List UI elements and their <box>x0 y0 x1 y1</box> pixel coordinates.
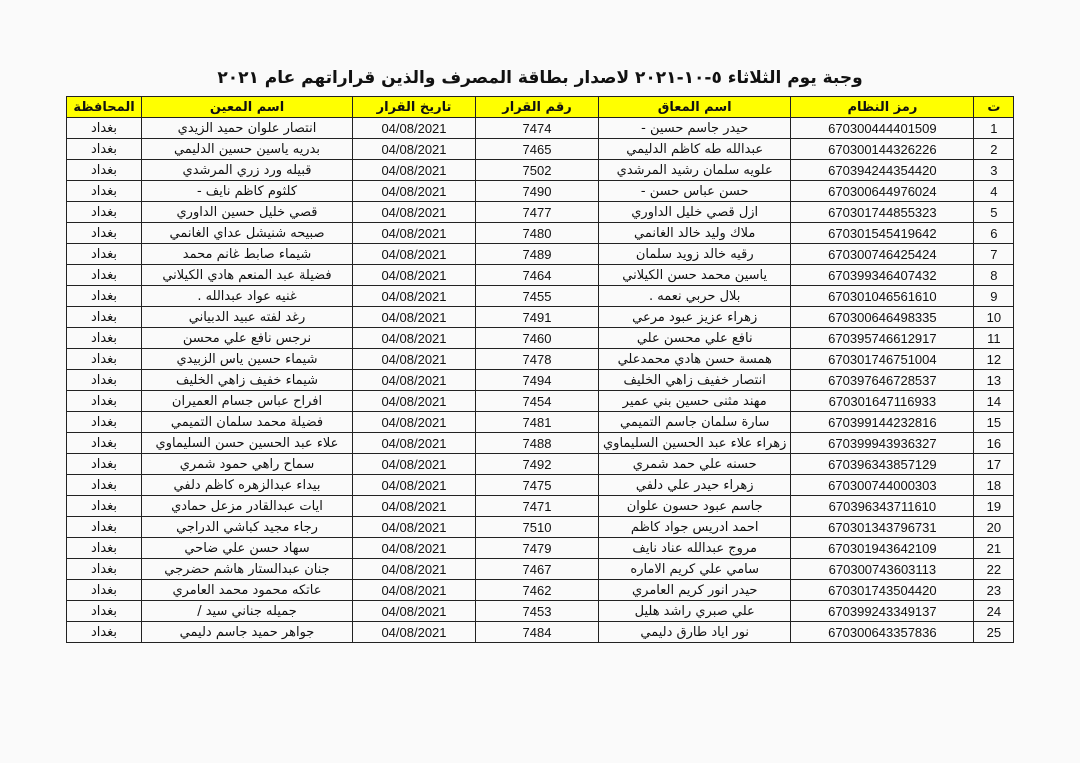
cell-decision-date: 04/08/2021 <box>353 181 476 202</box>
table-row <box>67 475 1014 496</box>
cell-caregiver-name: ايات عبدالقادر مزعل حمادي <box>142 496 353 517</box>
cell-system-code: 670396343857129 <box>791 454 974 475</box>
cell-system-code: 670300743603113 <box>791 559 974 580</box>
cell-seq: 3 <box>974 160 1014 181</box>
cell-caregiver-name: شيماء خفيف زاهي الخليف <box>142 370 353 391</box>
cell-seq: 10 <box>974 307 1014 328</box>
cell-system-code: 670300744000303 <box>791 475 974 496</box>
cell-decision-date: 04/08/2021 <box>353 580 476 601</box>
cell-governorate: بغداد <box>67 496 142 517</box>
header-seq: ت <box>974 97 1014 118</box>
cell-governorate: بغداد <box>67 202 142 223</box>
cell-seq: 14 <box>974 391 1014 412</box>
cell-caregiver-name: جنان عبدالستار هاشم حضرجي <box>142 559 353 580</box>
table-body <box>67 118 1014 643</box>
cell-disabled-name: مهند مثنى حسين بني عمير <box>599 391 791 412</box>
cell-system-code: 670301943642109 <box>791 538 974 559</box>
table-row <box>67 286 1014 307</box>
cell-decision-no: 7453 <box>476 601 599 622</box>
cell-caregiver-name: سهاد حسن علي ضاحي <box>142 538 353 559</box>
cell-decision-date: 04/08/2021 <box>353 391 476 412</box>
cell-seq: 5 <box>974 202 1014 223</box>
table-row <box>67 538 1014 559</box>
table-row <box>67 223 1014 244</box>
cell-system-code: 670301343796731 <box>791 517 974 538</box>
table-row <box>67 622 1014 643</box>
cell-decision-no: 7477 <box>476 202 599 223</box>
cell-caregiver-name: رغد لفته عبيد الدبياني <box>142 307 353 328</box>
cell-disabled-name: نور اياد طارق دليمي <box>599 622 791 643</box>
cell-seq: 7 <box>974 244 1014 265</box>
cell-decision-no: 7479 <box>476 538 599 559</box>
cell-caregiver-name: علاء عبد الحسين حسن السليماوي <box>142 433 353 454</box>
cell-system-code: 670399943936327 <box>791 433 974 454</box>
cell-disabled-name: همسة حسن هادي محمدعلي <box>599 349 791 370</box>
cell-decision-date: 04/08/2021 <box>353 454 476 475</box>
cell-seq: 15 <box>974 412 1014 433</box>
table-row <box>67 202 1014 223</box>
cell-decision-date: 04/08/2021 <box>353 160 476 181</box>
header-decision-no: رقم القرار <box>476 97 599 118</box>
cell-decision-no: 7467 <box>476 559 599 580</box>
cell-decision-no: 7481 <box>476 412 599 433</box>
cell-decision-date: 04/08/2021 <box>353 496 476 517</box>
cell-disabled-name: احمد ادريس جواد كاظم <box>599 517 791 538</box>
header-system-code: رمز النظام <box>791 97 974 118</box>
cell-governorate: بغداد <box>67 328 142 349</box>
cell-disabled-name: جاسم عبود حسون علوان <box>599 496 791 517</box>
cell-decision-date: 04/08/2021 <box>353 307 476 328</box>
cell-caregiver-name: سماح راهي حمود شمري <box>142 454 353 475</box>
header-caregiver-name: اسم المعين <box>142 97 353 118</box>
cell-system-code: 670300144326226 <box>791 139 974 160</box>
cell-system-code: 670300644976024 <box>791 181 974 202</box>
header-governorate: المحافظة <box>67 97 142 118</box>
cell-disabled-name: عبدالله طه كاظم الدليمي <box>599 139 791 160</box>
cell-governorate: بغداد <box>67 223 142 244</box>
cell-decision-date: 04/08/2021 <box>353 202 476 223</box>
cell-seq: 8 <box>974 265 1014 286</box>
cell-decision-date: 04/08/2021 <box>353 517 476 538</box>
table-row <box>67 139 1014 160</box>
cell-system-code: 670300746425424 <box>791 244 974 265</box>
cell-disabled-name: سامي علي كريم الاماره <box>599 559 791 580</box>
cell-decision-no: 7460 <box>476 328 599 349</box>
table-row <box>67 601 1014 622</box>
cell-disabled-name: مروج عبدالله عناد نايف <box>599 538 791 559</box>
cell-governorate: بغداد <box>67 118 142 139</box>
cell-system-code: 670394244354420 <box>791 160 974 181</box>
cell-decision-date: 04/08/2021 <box>353 328 476 349</box>
cell-decision-date: 04/08/2021 <box>353 601 476 622</box>
cell-caregiver-name: بيداء عبدالزهره كاظم دلفي <box>142 475 353 496</box>
table-row <box>67 391 1014 412</box>
cell-seq: 17 <box>974 454 1014 475</box>
cell-governorate: بغداد <box>67 559 142 580</box>
cell-disabled-name: انتصار خفيف زاهي الخليف <box>599 370 791 391</box>
table-row <box>67 433 1014 454</box>
cell-decision-date: 04/08/2021 <box>353 349 476 370</box>
cell-caregiver-name: افراح عباس جسام العميران <box>142 391 353 412</box>
cell-seq: 4 <box>974 181 1014 202</box>
cell-decision-date: 04/08/2021 <box>353 433 476 454</box>
cell-system-code: 670301746751004 <box>791 349 974 370</box>
cell-governorate: بغداد <box>67 538 142 559</box>
cell-caregiver-name: شيماء حسين ياس الزبيدي <box>142 349 353 370</box>
cell-caregiver-name: غنيه عواد عبدالله . <box>142 286 353 307</box>
header-disabled-name: اسم المعاق <box>599 97 791 118</box>
cell-decision-no: 7494 <box>476 370 599 391</box>
cell-caregiver-name: قصي خليل حسين الداوري <box>142 202 353 223</box>
table-row <box>67 580 1014 601</box>
cell-seq: 9 <box>974 286 1014 307</box>
table-row <box>67 559 1014 580</box>
cell-system-code: 670301744855323 <box>791 202 974 223</box>
table-row <box>67 454 1014 475</box>
table-row <box>67 160 1014 181</box>
cell-governorate: بغداد <box>67 286 142 307</box>
cell-decision-no: 7488 <box>476 433 599 454</box>
cell-caregiver-name: نرجس نافع علي محسن <box>142 328 353 349</box>
cell-decision-date: 04/08/2021 <box>353 475 476 496</box>
cell-disabled-name: حسن عباس حسن - <box>599 181 791 202</box>
cell-decision-date: 04/08/2021 <box>353 118 476 139</box>
table-row <box>67 265 1014 286</box>
cell-decision-no: 7478 <box>476 349 599 370</box>
cell-seq: 25 <box>974 622 1014 643</box>
page-title: وجبة يوم الثلاثاء ٥-١٠-٢٠٢١ لاصدار بطاقة المصرف والذين قراراتهم عام ٢٠٢١ <box>217 68 863 88</box>
cell-caregiver-name: انتصار علوان حميد الزيدي <box>142 118 353 139</box>
cell-governorate: بغداد <box>67 580 142 601</box>
cell-decision-no: 7454 <box>476 391 599 412</box>
cell-decision-no: 7492 <box>476 454 599 475</box>
cell-decision-no: 7484 <box>476 622 599 643</box>
cell-seq: 12 <box>974 349 1014 370</box>
cell-decision-date: 04/08/2021 <box>353 244 476 265</box>
cell-system-code: 670301545419642 <box>791 223 974 244</box>
cell-governorate: بغداد <box>67 517 142 538</box>
cell-decision-no: 7462 <box>476 580 599 601</box>
cell-system-code: 670399243349137 <box>791 601 974 622</box>
header-row <box>67 97 1014 118</box>
cell-disabled-name: حيدر انور كريم العامري <box>599 580 791 601</box>
cell-system-code: 670300444401509 <box>791 118 974 139</box>
cell-caregiver-name: فضيلة عبد المنعم هادي الكيلاني <box>142 265 353 286</box>
cell-governorate: بغداد <box>67 139 142 160</box>
table-row <box>67 244 1014 265</box>
cell-caregiver-name: جواهر حميد جاسم دليمي <box>142 622 353 643</box>
cell-seq: 6 <box>974 223 1014 244</box>
cell-system-code: 670300646498335 <box>791 307 974 328</box>
cell-system-code: 670301743504420 <box>791 580 974 601</box>
cell-decision-no: 7489 <box>476 244 599 265</box>
header-decision-date: تاريخ القرار <box>353 97 476 118</box>
cell-decision-date: 04/08/2021 <box>353 538 476 559</box>
cell-disabled-name: علويه سلمان رشيد المرشدي <box>599 160 791 181</box>
beneficiaries-table <box>66 96 1014 643</box>
cell-governorate: بغداد <box>67 244 142 265</box>
cell-disabled-name: حيدر جاسم حسين - <box>599 118 791 139</box>
cell-seq: 1 <box>974 118 1014 139</box>
cell-seq: 11 <box>974 328 1014 349</box>
cell-disabled-name: نافع علي محسن علي <box>599 328 791 349</box>
cell-seq: 20 <box>974 517 1014 538</box>
cell-disabled-name: ملاك وليد خالد الغانمي <box>599 223 791 244</box>
cell-seq: 22 <box>974 559 1014 580</box>
cell-decision-no: 7491 <box>476 307 599 328</box>
cell-system-code: 670396343711610 <box>791 496 974 517</box>
cell-governorate: بغداد <box>67 160 142 181</box>
cell-caregiver-name: كلثوم كاظم نايف - <box>142 181 353 202</box>
cell-system-code: 670395746612917 <box>791 328 974 349</box>
cell-decision-no: 7510 <box>476 517 599 538</box>
cell-caregiver-name: بدريه ياسين حسين الدليمي <box>142 139 353 160</box>
cell-system-code: 670399346407432 <box>791 265 974 286</box>
cell-decision-date: 04/08/2021 <box>353 265 476 286</box>
cell-disabled-name: ياسين محمد حسن الكيلاني <box>599 265 791 286</box>
table-row <box>67 370 1014 391</box>
cell-seq: 18 <box>974 475 1014 496</box>
cell-seq: 24 <box>974 601 1014 622</box>
cell-decision-no: 7474 <box>476 118 599 139</box>
cell-disabled-name: بلال حربي نعمه . <box>599 286 791 307</box>
table-row <box>67 496 1014 517</box>
cell-disabled-name: زهراء عزيز عبود مرعي <box>599 307 791 328</box>
table-row <box>67 328 1014 349</box>
cell-caregiver-name: فضيلة محمد سلمان التميمي <box>142 412 353 433</box>
table-row <box>67 412 1014 433</box>
cell-governorate: بغداد <box>67 433 142 454</box>
cell-governorate: بغداد <box>67 307 142 328</box>
table-row <box>67 181 1014 202</box>
cell-governorate: بغداد <box>67 475 142 496</box>
cell-decision-no: 7475 <box>476 475 599 496</box>
cell-disabled-name: زهراء علاء عبد الحسين السليماوي <box>599 433 791 454</box>
cell-disabled-name: زهراء حيدر علي دلفي <box>599 475 791 496</box>
cell-decision-date: 04/08/2021 <box>353 286 476 307</box>
table-row <box>67 118 1014 139</box>
table-row <box>67 307 1014 328</box>
cell-governorate: بغداد <box>67 265 142 286</box>
cell-decision-date: 04/08/2021 <box>353 622 476 643</box>
cell-decision-no: 7480 <box>476 223 599 244</box>
cell-decision-no: 7455 <box>476 286 599 307</box>
cell-caregiver-name: شيماء صابط غانم محمد <box>142 244 353 265</box>
cell-seq: 23 <box>974 580 1014 601</box>
cell-decision-no: 7502 <box>476 160 599 181</box>
cell-seq: 2 <box>974 139 1014 160</box>
cell-disabled-name: رقيه خالد زويد سلمان <box>599 244 791 265</box>
cell-decision-date: 04/08/2021 <box>353 412 476 433</box>
cell-governorate: بغداد <box>67 370 142 391</box>
cell-system-code: 670300643357836 <box>791 622 974 643</box>
cell-seq: 16 <box>974 433 1014 454</box>
cell-decision-date: 04/08/2021 <box>353 559 476 580</box>
cell-caregiver-name: عاتكه محمود محمد العامري <box>142 580 353 601</box>
cell-system-code: 670399144232816 <box>791 412 974 433</box>
cell-caregiver-name: رجاء مجيد كباشي الدراجي <box>142 517 353 538</box>
cell-seq: 13 <box>974 370 1014 391</box>
cell-decision-date: 04/08/2021 <box>353 223 476 244</box>
cell-seq: 19 <box>974 496 1014 517</box>
cell-decision-no: 7465 <box>476 139 599 160</box>
cell-system-code: 670301647116933 <box>791 391 974 412</box>
cell-governorate: بغداد <box>67 349 142 370</box>
cell-disabled-name: علي صبري راشد هليل <box>599 601 791 622</box>
cell-decision-no: 7464 <box>476 265 599 286</box>
cell-disabled-name: حسنه علي حمد شمري <box>599 454 791 475</box>
cell-governorate: بغداد <box>67 391 142 412</box>
cell-decision-no: 7471 <box>476 496 599 517</box>
cell-system-code: 670397646728537 <box>791 370 974 391</box>
cell-seq: 21 <box>974 538 1014 559</box>
cell-decision-date: 04/08/2021 <box>353 139 476 160</box>
cell-governorate: بغداد <box>67 601 142 622</box>
cell-governorate: بغداد <box>67 454 142 475</box>
cell-caregiver-name: جميله جناني سيد / <box>142 601 353 622</box>
cell-decision-date: 04/08/2021 <box>353 370 476 391</box>
table-row <box>67 517 1014 538</box>
cell-governorate: بغداد <box>67 412 142 433</box>
cell-governorate: بغداد <box>67 181 142 202</box>
table-row <box>67 349 1014 370</box>
cell-disabled-name: سارة سلمان جاسم التميمي <box>599 412 791 433</box>
cell-system-code: 670301046561610 <box>791 286 974 307</box>
cell-disabled-name: ازل قصي خليل الداوري <box>599 202 791 223</box>
cell-decision-no: 7490 <box>476 181 599 202</box>
cell-governorate: بغداد <box>67 622 142 643</box>
cell-caregiver-name: صبيحه شنيشل عداي الغانمي <box>142 223 353 244</box>
cell-caregiver-name: قبيله ورد زري المرشدي <box>142 160 353 181</box>
